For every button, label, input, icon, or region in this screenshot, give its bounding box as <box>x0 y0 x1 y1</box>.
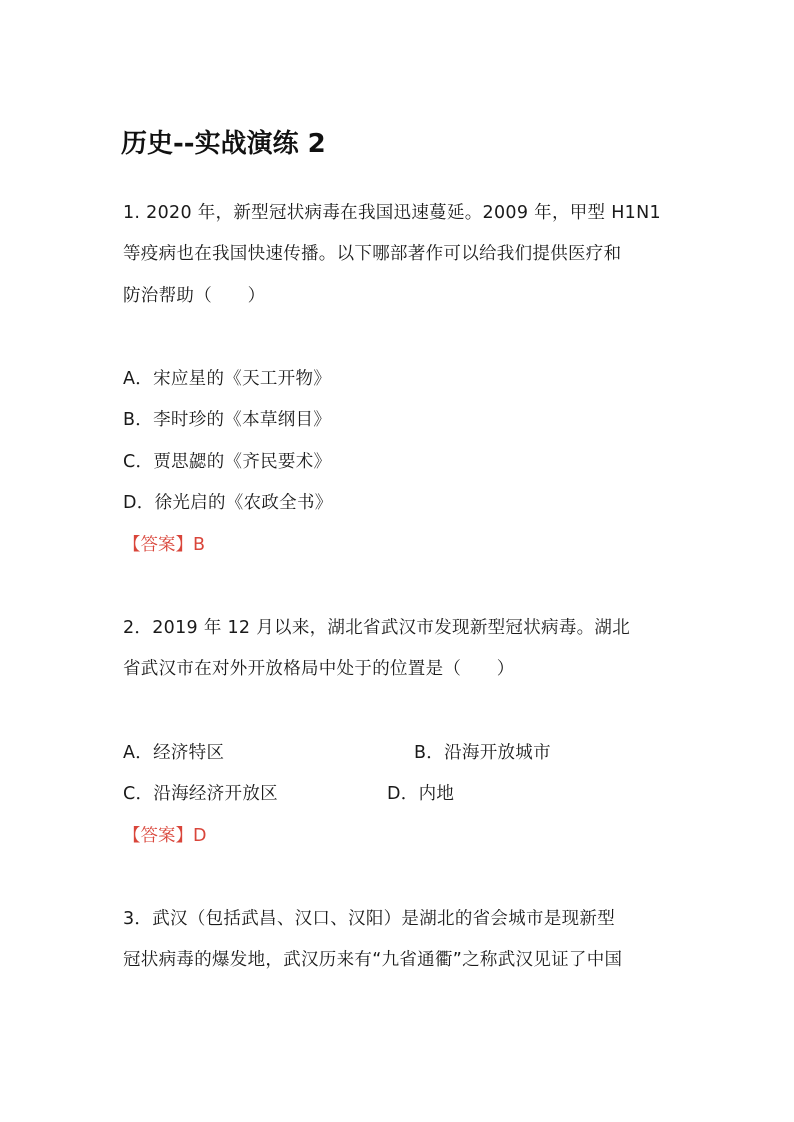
question-1-line-3: 防治帮助（ ） <box>123 286 266 306</box>
question-2-line-2: 省武汉市在对外开放格局中处于的位置是（ ） <box>123 659 515 679</box>
question-2-option-b: B．沿海开放城市 <box>414 743 551 763</box>
question-2-answer: 【答案】D <box>123 826 207 846</box>
question-2-option-d: D．内地 <box>387 784 455 804</box>
question-2-option-a: A．经济特区 <box>123 743 225 763</box>
question-1-option-d: D．徐光启的《农政全书》 <box>123 493 333 513</box>
question-1-option-c: C．贾思勰的《齐民要术》 <box>123 452 332 472</box>
page-title: 历史--实战演练 2 <box>121 129 326 159</box>
question-1-line-1: 1. 2020 年，新型冠状病毒在我国迅速蔓延。2009 年，甲型 H1N1 <box>123 203 661 223</box>
question-2-option-c: C．沿海经济开放区 <box>123 784 278 804</box>
question-1-line-2: 等疫病也在我国快速传播。以下哪部著作可以给我们提供医疗和 <box>123 244 622 264</box>
question-3-line-1: 3．武汉（包括武昌、汉口、汉阳）是湖北的省会城市是现新型 <box>123 909 616 929</box>
question-1-option-b: B．李时珍的《本草纲目》 <box>123 410 332 430</box>
question-3-line-2: 冠状病毒的爆发地，武汉历来有“九省通衢”之称武汉见证了中国 <box>123 950 623 970</box>
question-2-line-1: 2．2019 年 12 月以来，湖北省武汉市发现新型冠状病毒。湖北 <box>123 618 631 638</box>
question-1-option-a: A．宋应星的《天工开物》 <box>123 369 332 389</box>
question-1-answer: 【答案】B <box>123 535 206 555</box>
